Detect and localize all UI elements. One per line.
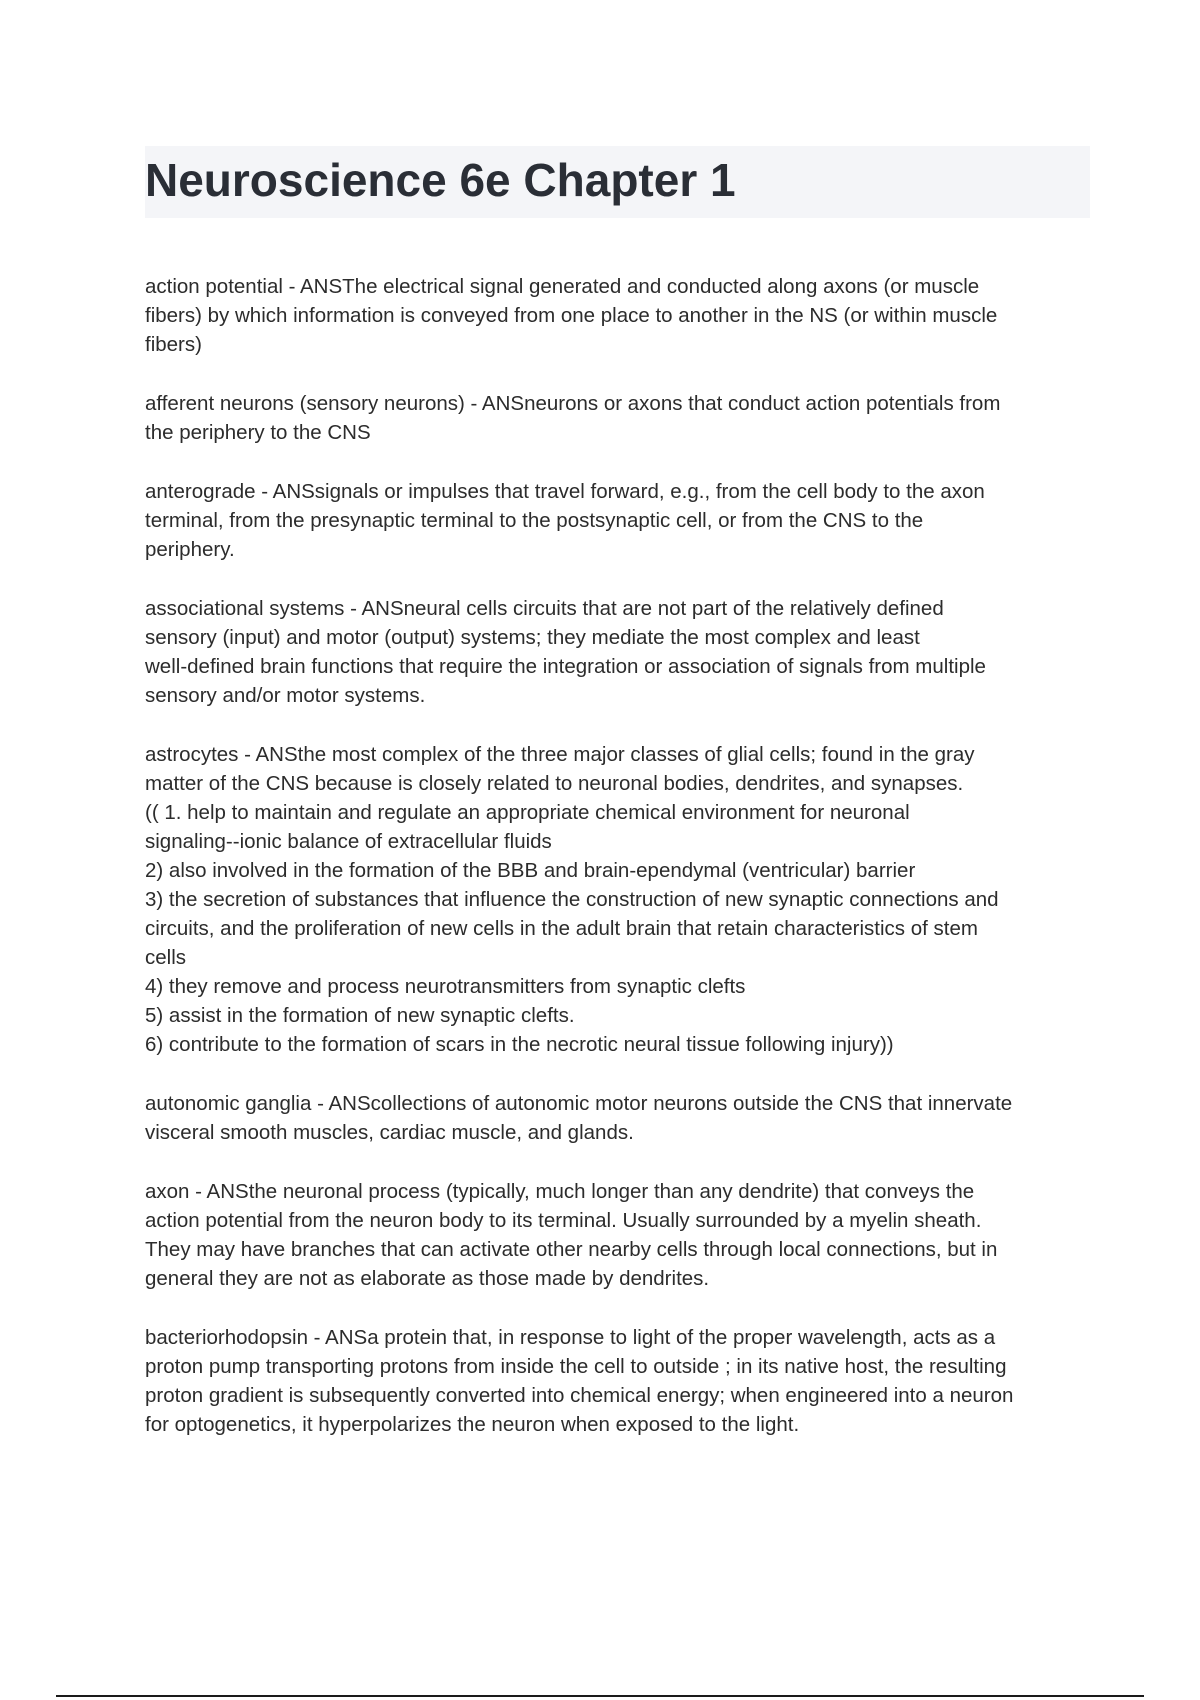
entry-line: action potential from the neuron body to its terminal. Usually surrounded by a myelin sheath. (145, 1209, 982, 1232)
glossary-entry-associational-systems (145, 594, 1090, 710)
entry-line: (( 1. help to maintain and regulate an appropriate chemical environment for neuronal (145, 801, 910, 824)
page-title: Neuroscience 6e Chapter 1 (145, 154, 736, 206)
entry-line: bacteriorhodopsin - ANSa protein that, in response to light of the proper wavelength, acts as a (145, 1326, 996, 1349)
entry-line: proton pump transporting protons from inside the cell to outside ; in its native host, the resulting (145, 1355, 1007, 1378)
glossary-entry-axon (145, 1177, 1090, 1293)
glossary-entry-afferent-neurons (145, 389, 1090, 447)
entry-line: general they are not as elaborate as those made by dendrites. (145, 1267, 710, 1290)
entry-line: periphery. (145, 538, 235, 561)
entry-line: visceral smooth muscles, cardiac muscle, and glands. (145, 1121, 634, 1144)
entry-line: 3) the secretion of substances that influence the construction of new synaptic connections and (145, 888, 999, 911)
glossary-entry-bacteriorhodopsin (145, 1323, 1090, 1439)
entry-line: proton gradient is subsequently converted into chemical energy; when engineered into a neuron (145, 1384, 1014, 1407)
entry-line: They may have branches that can activate other nearby cells through local connections, but in (145, 1238, 998, 1261)
entry-line: circuits, and the proliferation of new cells in the adult brain that retain characteristics of stem (145, 917, 978, 940)
entry-line: sensory (input) and motor (output) systems; they mediate the most complex and least (145, 626, 920, 649)
footer-divider (56, 1695, 1144, 1697)
entry-line: sensory and/or motor systems. (145, 684, 426, 707)
entry-line: autonomic ganglia - ANScollections of autonomic motor neurons outside the CNS that innervate (145, 1092, 1013, 1115)
entry-line: well-defined brain functions that require the integration or association of signals from multiple (145, 655, 986, 678)
glossary-entry-anterograde (145, 477, 1090, 564)
entry-line: terminal, from the presynaptic terminal to the postsynaptic cell, or from the CNS to the (145, 509, 924, 532)
glossary-entry-action-potential (145, 272, 1090, 359)
glossary-entry-autonomic-ganglia (145, 1089, 1090, 1147)
title-banner (145, 146, 1090, 218)
glossary-list (145, 272, 1090, 1469)
entry-line: fibers) (145, 333, 202, 356)
entry-line: for optogenetics, it hyperpolarizes the neuron when exposed to the light. (145, 1413, 800, 1436)
entry-line: matter of the CNS because is closely related to neuronal bodies, dendrites, and synapses. (145, 772, 964, 795)
entry-line: anterograde - ANSsignals or impulses that travel forward, e.g., from the cell body to the axon (145, 480, 985, 503)
entry-line: axon - ANSthe neuronal process (typically, much longer than any dendrite) that conveys the (145, 1180, 975, 1203)
entry-line: the periphery to the CNS (145, 421, 371, 444)
entry-line: afferent neurons (sensory neurons) - ANSneurons or axons that conduct action potentials from (145, 392, 1001, 415)
entry-line: astrocytes - ANSthe most complex of the three major classes of glial cells; found in the gray (145, 743, 975, 766)
entry-line: cells (145, 946, 187, 969)
entry-line: 2) also involved in the formation of the BBB and brain-ependymal (ventricular) barrier (145, 859, 916, 882)
entry-line: signaling--ionic balance of extracellular fluids (145, 830, 552, 853)
entry-line: 5) assist in the formation of new synaptic clefts. (145, 1004, 575, 1027)
entry-line: 4) they remove and process neurotransmitters from synaptic clefts (145, 975, 746, 998)
entry-line: fibers) by which information is conveyed from one place to another in the NS (or within muscle (145, 304, 998, 327)
entry-line: 6) contribute to the formation of scars in the necrotic neural tissue following injury)) (145, 1033, 894, 1056)
entry-line: associational systems - ANSneural cells circuits that are not part of the relatively defined (145, 597, 944, 620)
entry-line: action potential - ANSThe electrical signal generated and conducted along axons (or muscle (145, 275, 980, 298)
glossary-entry-astrocytes (145, 740, 1090, 1059)
